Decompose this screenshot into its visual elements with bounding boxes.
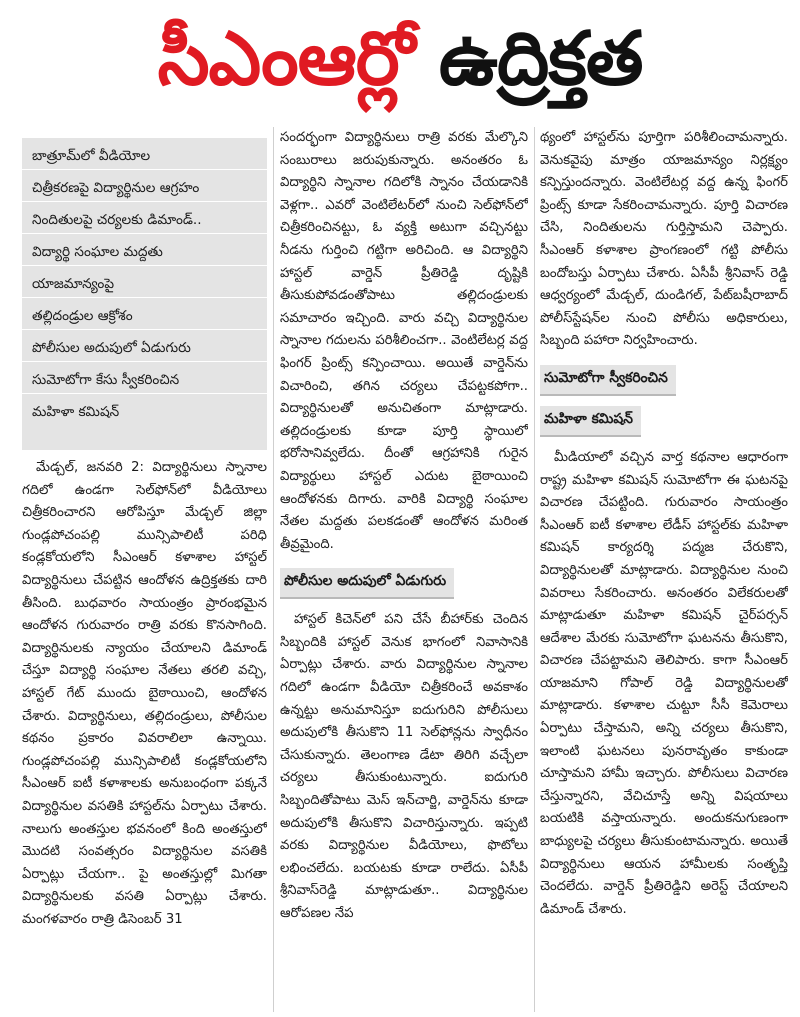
- headline: [0, 0, 800, 118]
- headline-text: [157, 16, 643, 102]
- headline-part-tension: ఉద్రిక్తత: [438, 16, 643, 102]
- highlights-box: [22, 138, 267, 450]
- article-paragraph: సందర్భంగా విద్యార్థినులు రాత్రి వరకు మేల్కొని సంబురాలు జరుపుకున్నారు. అనంతరం ఓ విద్యార్థిని స్నానాల గదిలోకి స్నానం చేయడానికి వెళ్లగా.. ఎవరో వెంటిలేటర్‌లో నుంచి సెల్‌ఫోన్‌లో చిత్రీకరించినట్టు, ఓ వ్యక్తి అటుగా వచ్చినట్టు నీడను గుర్తించి గట్టిగా అరిచింది. ఆ విద్యార్థిని హాస్టల్‌ వార్డెన్‌ ప్రీతిరెడ్డి దృష్టికి తీసుకుపోవడంతోపాటు తల్లిదండ్రులకు సమాచారం ఇచ్చింది. వారు వచ్చి విద్యార్థినుల స్నానాల గదులను పరిశీలించగా.. వెంటిలేటర్ల వద్ద ఫింగర్‌ ప్రింట్స్‌ కన్పించాయి. అయితే వార్డెన్‌ను విచారించి, తగిన చర్యలు చేపట్టకపోగా.. విద్యార్థినులతో అనుచితంగా మాట్లాడారు. తల్లిదండ్రులకు కూడా పూర్తి స్థాయిలో భరోసానివ్వలేదు. దీంతో ఆగ్రహానికి గురైన విద్యార్థులు హాస్టల్‌ ఎదుట బైఠాయించి ఆందోళనకు దిగారు. వారికి విద్యార్థి సంఘాల నేతల మద్దతు పలకడంతో ఆందోళన మరింత తీవ్రమైంది.: [280, 130, 528, 552]
- subheading-suo-motu: సుమోటోగా స్వీకరించిన: [540, 365, 676, 396]
- column-divider: [273, 127, 274, 1012]
- article-column-1: [22, 457, 267, 1012]
- subheading-police-custody: పోలీసుల అదుపులో ఏడుగురు: [280, 568, 454, 599]
- article-column-3: [540, 127, 788, 1012]
- column-divider: [534, 127, 535, 1012]
- subheading-womens-commission: మహిళా కమిషన్‌: [540, 406, 641, 437]
- article-paragraph: హాస్టల్‌ కిచెన్‌లో పని చేసే బీహార్‌కు చెందిన సిబ్బందికి హాస్టల్‌ వెనుక భాగంలో నివాసానికి ఏర్పాట్లు చేశారు. వారు విద్యార్థినుల స్నానాల గదిలో ఉండగా వీడియో చిత్రీకరించే అవకాశం ఉన్నట్టు అనుమానిస్తూ ఐదుగురిని పోలీసులు అదుపులోకి తీసుకొని 11 సెల్‌ఫోన్లను స్వాధీనం చేసుకున్నారు. తెలంగాణ డేటా తిరిగి వచ్చేలా చర్యలు తీసుకుంటున్నారు. ఐదుగురి సిబ్బందితోపాటు మెస్‌ ఇన్‌చార్జి, వార్డెన్‌ను కూడా అదుపులోకి తీసుకొని విచారిస్తున్నారు. ఇప్పటి వరకు విద్యార్థినుల వీడియోలు, ఫొటోలు లభించలేదు. బయటకు కూడా రాలేదు. ఏసీపీ శ్రీనివాస్‌రెడ్డి మాట్లాడుతూ.. విద్యార్థినుల ఆరోపణల నేప: [280, 612, 528, 921]
- article-paragraph: మేడ్చల్‌, జనవరి 2: విద్యార్థినులు స్నానాల గదిలో ఉండగా సెల్‌ఫోన్‌లో వీడియోలు చిత్రీకరించారని ఆరోపిస్తూ మేడ్చల్‌ జిల్లా గుండ్లపోచంపల్లి మున్సిపాలిటీ పరిధి కండ్లకోయలోని సీఎంఆర్‌ కళాశాల హాస్టల్‌ విద్యార్థినులు చేపట్టిన ఆందోళన ఉద్రిక్తతకు దారి తీసింది. బుధవారం సాయంత్రం ప్రారంభమైన ఆందోళన గురువారం రాత్రి వరకు కొనసాగింది. విద్యార్థినులకు న్యాయం చేయాలని డిమాండ్‌ చేస్తూ విద్యార్థి సంఘాల నేతలు తరలి వచ్చి, హాస్టల్‌ గేట్‌ ముందు బైఠాయించి, ఆందోళన చేశారు. విద్యార్థినులు, తల్లిదండ్రులు, పోలీసుల కథనం ప్రకారం వివరాలిలా ఉన్నాయి. గుండ్లపోచంపల్లి మున్సిపాలిటీ కండ్లకోయలోని సీఎంఆర్‌ ఐటీ కళాశాలకు అనుబంధంగా పక్కనే విద్యార్థినుల వసతికి హాస్టల్‌ను ఏర్పాటు చేశారు. నాలుగు అంతస్తుల భవనంలో కింది అంతస్తులో మొదటి సంవత్సరం విద్యార్థినుల వసతికి ఏర్పాట్లు చేయగా.. పై అంతస్తుల్లో మిగతా విద్యార్థినులకు వసతి ఏర్పాట్లు చేశారు. మంగళవారం రాత్రి డిసెంబర్‌ 31: [22, 460, 267, 927]
- article-paragraph: థ్యంలో హాస్టల్‌ను పూర్తిగా పరిశీలించామన్నారు. వెనుకవైపు మాత్రం యాజమాన్యం నిర్లక్ష్యం కన్పిస్తుందన్నారు. వెంటిలేటర్ల వద్ద ఉన్న ఫింగర్‌ ప్రింట్స్‌ కూడా సేకరించామన్నారు. పూర్తి విచారణ చేసి, నిందితులను గుర్తిస్తామని చెప్పారు. సీఎంఆర్‌ కళాశాల ప్రాంగణంలో గట్టి పోలీసు బందోబస్తు ఏర్పాటు చేశారు. ఏసీపీ శ్రీనివాస్‌ రెడ్డి ఆధ్వర్యంలో మేడ్చల్‌, దుండిగల్‌, పేట్‌బషీరాబాద్‌ పోలీస్‌స్టేషన్‌ల నుంచి పోలీసు అధికారులు, సిబ్బంది పహారా నిర్వహించారు.: [540, 130, 788, 349]
- article-column-2: [280, 127, 528, 1012]
- highlight-item: విద్యార్థి సంఘాల మద్దతు: [22, 233, 267, 265]
- article-paragraph: మీడియాలో వచ్చిన వార్త కథనాల ఆధారంగా రాష్ట్ర మహిళా కమిషన్‌ సుమోటోగా ఈ ఘటనపై విచారణ చేపట్టింది. గురువారం సాయంత్రం సీఎంఆర్‌ ఐటీ కళాశాల లేడీస్‌ హాస్టల్‌కు మహిళా కమిషన్‌ కార్యదర్శి పద్మజ చేరుకొని, విద్యార్థినులతో మాట్లాడారు. విద్యార్థినుల నుంచి వివరాలు సేకరించారు. అనంతరం విలేకరులతో మాట్లాడుతూ మహిళా కమిషన్‌ చైర్‌పర్సన్‌ ఆదేశాల మేరకు సుమోటోగా ఘటనను తీసుకొని, విచారణ చేపట్టామని తెలిపారు. కాగా సీఎంఆర్‌ యాజమాని గోపాల్‌ రెడ్డి విద్యార్థినులతో మాట్లాడారు. కళాశాల చుట్టూ సీసీ కెమెరాలు ఏర్పాటు చేస్తామని, అన్ని చర్యలు తీసుకొని, ఇలాంటి ఘటనలు పునరావృతం కాకుండా చూస్తామని హామీ ఇచ్చారు. పోలీసులు విచారణ చేస్తున్నారని, వేచిచూస్తే అన్ని విషయాలు బయటికి వస్తాయన్నారు. అందుకనుగుణంగా బాధ్యులపై చర్యలు తీసుకుంటామన్నారు. అయితే విద్యార్థినులు ఆయన హామీలకు సంతృప్తి చెందలేదు. వార్డెన్‌ ప్రీతిరెడ్డిని అరెస్ట్‌ చేయాలని డిమాండ్‌ చేశారు.: [540, 449, 788, 917]
- subheading-wrap: [280, 562, 528, 603]
- highlight-item: యాజమాన్యంపై: [22, 265, 267, 297]
- highlight-item: నిందితులపై చర్యలకు డిమాండ్‌..: [22, 201, 267, 233]
- highlight-item: బాత్రూమ్‌లో వీడియోల: [32, 148, 151, 164]
- highlight-item: చిత్రీకరణపై విద్యార్థినుల ఆగ్రహం: [22, 169, 267, 201]
- highlight-item: మహిళా కమిషన్‌: [22, 393, 267, 425]
- headline-part-cmr: సీఎంఆర్: [157, 16, 415, 102]
- highlight-item: పోలీసుల అదుపులో ఏడుగురు: [22, 329, 267, 361]
- subheading-wrap: [540, 359, 788, 441]
- highlight-item: సుమోటోగా కేసు స్వీకరించిన: [22, 361, 267, 393]
- highlight-item: తల్లిదండ్రుల ఆక్రోశం: [22, 297, 267, 329]
